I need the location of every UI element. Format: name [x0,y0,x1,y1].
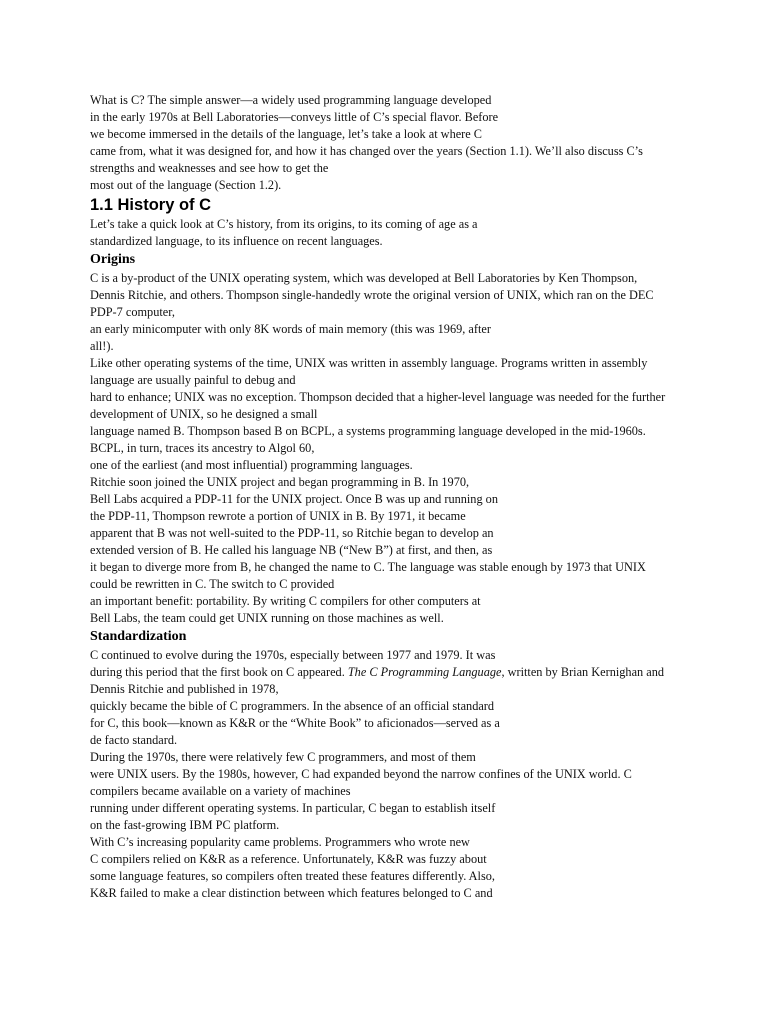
text-line: strengths and weaknesses and see how to get the [90,161,329,175]
book-title: The C Programming Language [347,665,502,679]
text-line: the PDP-11, Thompson rewrote a portion of UNIX in B. By 1971, it became [90,509,466,523]
text-line: Bell Labs acquired a PDP-11 for the UNIX project. Once B was up and running on [90,492,498,506]
section-title: 1.1 History of C [90,196,212,214]
text-line: C continued to evolve during the 1970s, especially between 1977 and 1979. It was [90,648,496,662]
text-line: compilers became available on a variety of machines [90,784,351,798]
text-line [90,664,690,681]
origins-body [90,270,690,627]
intro-paragraph [90,92,690,194]
text-line: hard to enhance; UNIX was no exception. Thompson decided that a higher-level language was needed for the further [90,390,666,404]
standardization-body [90,647,690,902]
text-line: language named B. Thompson based B on BCPL, a systems programming language developed in the mid-1960s. [90,424,646,438]
text-line: C compilers relied on K&R as a reference. Unfortunately, K&R was fuzzy about [90,852,487,866]
text-line: running under different operating systems. In particular, C began to establish itself [90,801,496,815]
text-line: development of UNIX, so he designed a small [90,407,318,421]
text-line: standardized language, to its influence on recent languages. [90,234,383,248]
text-line: in the early 1970s at Bell Laboratories—conveys little of C’s special flavor. Before [90,110,499,124]
text-line: for C, this book—known as K&R or the “White Book” to aficionados—served as a [90,716,500,730]
text-line: PDP-7 computer, [90,305,175,319]
text-line: Dennis Ritchie and published in 1978, [90,682,279,696]
text-line: it began to diverge more from B, he changed the name to C. The language was stable enough by 1973 that UNIX [90,560,646,574]
text-line: What is C? The simple answer—a widely used programming language developed [90,93,492,107]
text-line: an early minicomputer with only 8K words of main memory (this was 1969, after [90,322,491,336]
text-line: came from, what it was designed for, and how it has changed over the years (Section 1.1). We’ll also discuss C’s [90,144,643,158]
text-line: most out of the language (Section 1.2). [90,178,282,192]
standardization-heading: Standardization [90,629,187,644]
text-line: apparent that B was not well-suited to the PDP-11, so Ritchie began to develop an [90,526,494,540]
text-segment: , written by Brian Kernighan and [501,665,665,679]
text-line: were UNIX users. By the 1980s, however, C had expanded beyond the narrow confines of the UNIX world. C [90,767,632,781]
text-line: During the 1970s, there were relatively few C programmers, and most of them [90,750,476,764]
text-line: an important benefit: portability. By writing C compilers for other computers at [90,594,481,608]
text-line: extended version of B. He called his language NB (“New B”) at first, and then, as [90,543,493,557]
text-line: C is a by-product of the UNIX operating system, which was developed at Bell Laboratories by Ken Thompson, [90,271,638,285]
text-line: With C’s increasing popularity came problems. Programmers who wrote new [90,835,470,849]
section-intro-paragraph [90,216,690,250]
text-line: quickly became the bible of C programmers. In the absence of an official standard [90,699,495,713]
text-line: Like other operating systems of the time, UNIX was written in assembly language. Programs written in assembly [90,356,648,370]
text-line: could be rewritten in C. The switch to C provided [90,577,335,591]
origins-heading: Origins [90,252,136,267]
text-line: Let’s take a quick look at C’s history, from its origins, to its coming of age as a [90,217,478,231]
text-line: we become immersed in the details of the language, let’s take a look at where C [90,127,482,141]
text-segment: during this period that the first book on C appeared. [90,665,348,679]
text-line: Bell Labs, the team could get UNIX running on those machines as well. [90,611,444,625]
document-page [90,92,690,902]
text-line: de facto standard. [90,733,178,747]
text-line: all!). [90,339,114,353]
text-line: BCPL, in turn, traces its ancestry to Algol 60, [90,441,315,455]
text-line: one of the earliest (and most influential) programming languages. [90,458,413,472]
text-line: some language features, so compilers often treated these features differently. Also, [90,869,495,883]
text-line: Dennis Ritchie, and others. Thompson single-handedly wrote the original version of UNIX, which ran on the DEC [90,288,654,302]
text-line: on the fast-growing IBM PC platform. [90,818,280,832]
text-line: Ritchie soon joined the UNIX project and began programming in B. In 1970, [90,475,470,489]
text-line: language are usually painful to debug and [90,373,296,387]
text-line: K&R failed to make a clear distinction between which features belonged to C and [90,886,493,900]
